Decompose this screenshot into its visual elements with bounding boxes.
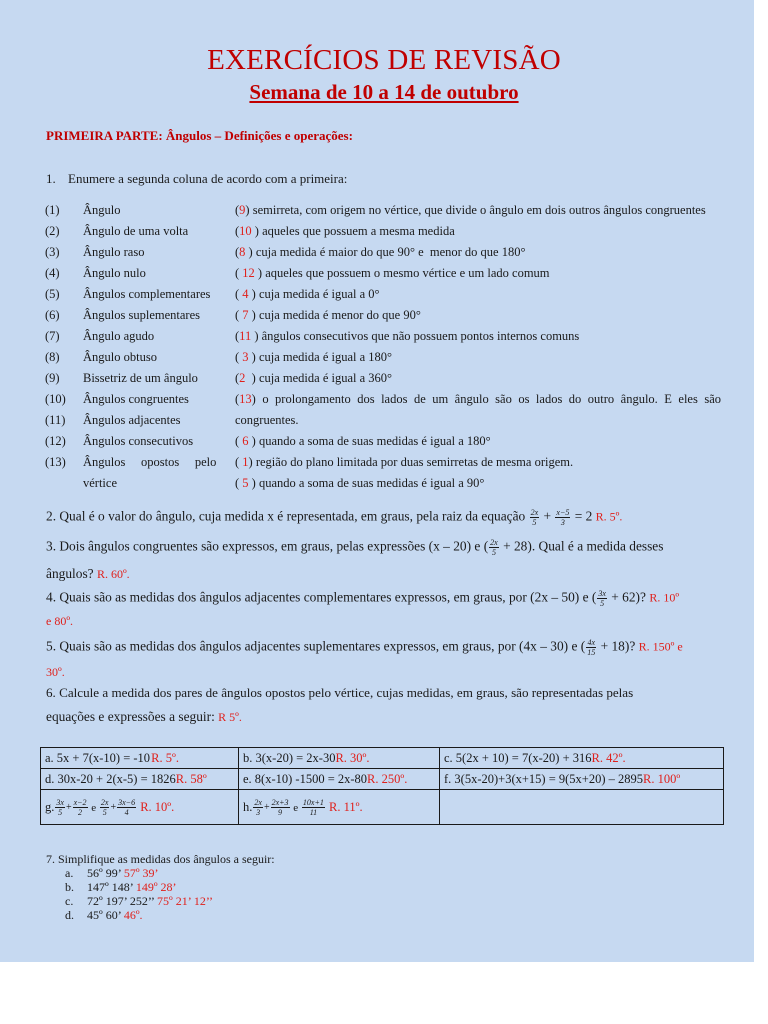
definition-text: congruentes. xyxy=(235,413,299,427)
plus-sign: + xyxy=(540,508,555,524)
conjunction: e xyxy=(88,801,99,814)
fraction xyxy=(100,798,110,817)
definition-text: ) semirreta, com origem no vértice, que divide o ângulo em dois outros ângulos congruentes xyxy=(245,203,706,217)
paren-open: ( xyxy=(235,434,243,448)
question-3-line-2 xyxy=(46,566,130,582)
matching-term: Ângulo xyxy=(83,203,121,217)
definition-text: ) aqueles que possuem a mesma medida xyxy=(251,224,455,238)
matching-number: (2) xyxy=(45,224,60,238)
paren-open: ( xyxy=(235,224,240,238)
equation-label: h. xyxy=(243,800,253,814)
matching-answer: 4 xyxy=(242,287,249,301)
equation-rest: = 2 xyxy=(571,508,596,524)
list-item xyxy=(65,908,325,922)
matching-term: Ângulos adjacentes xyxy=(83,413,181,427)
page-subtitle: Semana de 10 a 14 de outubro xyxy=(249,80,519,104)
equation-cell-e xyxy=(239,769,439,789)
matching-definition xyxy=(235,413,299,428)
fraction-numerator: 10x+1 xyxy=(302,798,324,807)
equation-cell-b xyxy=(239,748,439,768)
matching-number: (5) xyxy=(45,287,60,301)
fraction-denominator: 11 xyxy=(309,808,318,817)
equation-cell-c xyxy=(440,748,724,768)
matching-term: Ângulo raso xyxy=(83,245,145,259)
equation-text: a. 5x + 7(x-10) = -10 xyxy=(45,750,151,765)
matching-answer: 2 xyxy=(239,371,246,385)
angle-measure: 56º 99’ xyxy=(87,866,124,880)
fraction-denominator: 3 xyxy=(256,808,261,817)
equation-label: g. xyxy=(45,800,55,814)
matching-term: vértice xyxy=(83,476,118,490)
paren-open: ( xyxy=(235,371,240,385)
matching-answer: 1 xyxy=(242,455,249,469)
question-2 xyxy=(46,508,622,527)
list-item-letter: b. xyxy=(65,880,74,894)
fraction-denominator: 5 xyxy=(532,518,537,527)
matching-number: (12) xyxy=(45,434,66,448)
matching-term: Bissetriz de um ângulo xyxy=(83,371,198,385)
matching-definition xyxy=(235,476,484,491)
matching-term: Ângulos consecutivos xyxy=(83,434,194,448)
matching-term: Ângulo agudo xyxy=(83,329,155,343)
fraction-denominator: 9 xyxy=(278,808,283,817)
matching-answer: 5 xyxy=(242,476,249,490)
fraction xyxy=(597,589,607,608)
matching-number: (3) xyxy=(45,245,60,259)
definition-text: ) ângulos consecutivos que não possuem pontos internos comuns xyxy=(251,329,580,343)
question-1-number: 1. xyxy=(46,171,56,186)
equation-cell-f xyxy=(440,769,724,789)
matching-number: (1) xyxy=(45,203,60,217)
question-6-line-2 xyxy=(46,709,242,725)
answer: 30º. xyxy=(46,665,65,679)
matching-answer: 10 xyxy=(239,224,252,238)
paren-open: ( xyxy=(235,266,243,280)
matching-number: (11) xyxy=(45,413,66,427)
conjunction: e xyxy=(290,801,301,814)
equation-cell-empty xyxy=(440,790,724,825)
matching-definition xyxy=(235,455,573,470)
fraction xyxy=(55,798,65,817)
matching-number: (7) xyxy=(45,329,60,343)
matching-answer: 13 xyxy=(239,392,252,406)
list-item xyxy=(65,866,325,880)
matching-term: Ângulos opostos pelo xyxy=(83,455,217,469)
fraction xyxy=(302,798,325,817)
matching-term: Ângulo de uma volta xyxy=(83,224,189,238)
definition-text: ) cuja medida é menor do que 90° xyxy=(248,308,421,322)
fraction-denominator: 5 xyxy=(102,808,107,817)
equation-text: d. 30x-20 + 2(x-5) = 1826 xyxy=(45,771,176,786)
fraction-numerator: 2x xyxy=(490,538,498,547)
matching-number: (13) xyxy=(45,455,66,469)
question-6-text-2: equações e expressões a seguir: xyxy=(46,709,219,724)
fraction-denominator: 4 xyxy=(124,808,129,817)
definition-text: ) cuja medida é igual a 360° xyxy=(245,371,393,385)
fraction-numerator: 2x xyxy=(100,798,109,807)
answer: R. 150º e xyxy=(638,639,683,654)
question-5-text-end: + 18)? xyxy=(597,638,639,654)
fraction-numerator: 3x−6 xyxy=(118,798,136,807)
answer: R. 100º xyxy=(643,771,681,786)
definition-text: ) cuja medida é igual a 180° xyxy=(248,350,393,364)
list-item-letter: a. xyxy=(65,866,74,880)
paren-open: ( xyxy=(235,308,243,322)
paren-open: ( xyxy=(235,476,243,490)
list-item xyxy=(65,894,325,908)
definition-text: ) cuja medida é igual a 0° xyxy=(248,287,380,301)
fraction xyxy=(271,798,290,817)
plus-sign: + xyxy=(65,802,72,813)
question-4-text-end: + 62)? xyxy=(607,589,650,605)
fraction xyxy=(73,798,88,817)
fraction-denominator: 2 xyxy=(78,808,83,817)
paren-open: ( xyxy=(235,392,240,406)
list-item xyxy=(65,880,325,894)
matching-definition xyxy=(235,308,421,323)
matching-term: Ângulo nulo xyxy=(83,266,146,280)
fraction xyxy=(489,538,499,557)
question-3-text-end: + 28). Qual é a medida desses xyxy=(499,538,664,554)
matching-definition xyxy=(235,224,455,239)
fraction xyxy=(530,508,540,527)
fraction-numerator: 3x xyxy=(598,589,606,598)
fraction-denominator: 15 xyxy=(587,648,596,657)
matching-definition xyxy=(235,371,392,386)
fraction xyxy=(555,508,570,527)
matching-answer: 3 xyxy=(242,350,249,364)
equations-table xyxy=(40,747,724,825)
matching-term: Ângulos suplementares xyxy=(83,308,200,322)
question-1 xyxy=(46,171,347,187)
answer: R. 42º. xyxy=(591,750,626,765)
angle-measure: 45º 60’ xyxy=(87,908,124,922)
angle-measure: 72º 197’ 252’’ xyxy=(87,894,158,908)
fraction-numerator: x−2 xyxy=(73,798,87,807)
definition-text: ) quando a soma de suas medidas é igual a 90° xyxy=(248,476,485,490)
question-4-text: 4. Quais são as medidas dos ângulos adjacentes complementares expressos, em graus, por (2x – 50) e ( xyxy=(46,589,597,605)
answer: R. 250º. xyxy=(367,771,408,786)
matching-answer: 7 xyxy=(242,308,249,322)
matching-number: (8) xyxy=(45,350,60,364)
paren-open: ( xyxy=(235,203,240,217)
question-3-text: 3. Dois ângulos congruentes são expressos, em graus, pelas expressões (x – 20) e ( xyxy=(46,538,489,554)
question-2-text: 2. Qual é o valor do ângulo, cuja medida x é representada, em graus, pela raiz da equação xyxy=(46,508,529,524)
matching-answer: 11 xyxy=(239,329,252,343)
definition-text: ) região do plano limitada por duas semirretas de mesma origem. xyxy=(248,455,574,469)
answer: R. 10º xyxy=(649,590,680,605)
equation-text: f. 3(5x-20)+3(x+15) = 9(5x+20) – 2895 xyxy=(444,771,643,786)
matching-definition xyxy=(235,203,706,218)
fraction xyxy=(117,798,136,817)
fraction xyxy=(253,798,263,817)
list-item-value xyxy=(87,866,159,881)
matching-term: Ângulos congruentes xyxy=(83,392,189,406)
answer: R. 30º. xyxy=(335,750,370,765)
matching-answer: 8 xyxy=(239,245,246,259)
matching-definition xyxy=(235,350,392,365)
answer: 57º 39’ xyxy=(123,866,159,880)
list-item-letter: d. xyxy=(65,908,74,922)
matching-definition xyxy=(235,287,380,302)
fraction-numerator: 4x xyxy=(587,638,595,647)
question-3 xyxy=(46,538,663,557)
matching-number: (9) xyxy=(45,371,60,385)
paren-open: ( xyxy=(235,287,243,301)
answer: R. 10º. xyxy=(137,800,175,814)
answer: R. 5º. xyxy=(151,750,179,765)
paren-open: ( xyxy=(235,329,240,343)
question-1-text: Enumere a segunda coluna de acordo com a primeira: xyxy=(68,171,348,186)
matching-number: (10) xyxy=(45,392,66,406)
answer: R 5º. xyxy=(218,710,242,724)
question-3-text-2: ângulos? xyxy=(46,566,97,581)
fraction-denominator: 5 xyxy=(600,599,605,608)
fraction-numerator: 3x xyxy=(56,798,64,807)
answer: 149º 28’ xyxy=(135,880,177,894)
question-5-text: 5. Quais são as medidas dos ângulos adjacentes suplementares expressos, em graus, por (4x – 30) e ( xyxy=(46,638,586,654)
definition-text: ) quando a soma de suas medidas é igual a 180° xyxy=(248,434,491,448)
answer: R. 58º xyxy=(175,771,207,786)
matching-term: Ângulo obtuso xyxy=(83,350,157,364)
answer: R. 5º. xyxy=(595,509,623,524)
answer: 75º 21’ 12’’ xyxy=(157,894,213,908)
list-item-value xyxy=(87,908,143,923)
fraction-denominator: 3 xyxy=(560,518,565,527)
question-4 xyxy=(46,589,679,608)
equation-cell-d xyxy=(41,769,238,789)
answer: R. 11º. xyxy=(325,800,363,814)
plus-sign: + xyxy=(110,802,117,813)
matching-number: (4) xyxy=(45,266,60,280)
matching-number: (6) xyxy=(45,308,60,322)
fraction-denominator: 5 xyxy=(491,548,496,557)
angle-measure: 147º 148’ xyxy=(87,880,136,894)
definition-text: ) aqueles que possuem o mesmo vértice e um lado comum xyxy=(254,266,550,280)
equation-text: b. 3(x-20) = 2x-30 xyxy=(243,750,336,765)
answer: R. 60º. xyxy=(96,567,130,581)
paren-open: ( xyxy=(235,245,240,259)
paren-open: ( xyxy=(235,350,243,364)
question-6: 6. Calcule a medida dos pares de ângulos opostos pelo vértice, cujas medidas, em graus, são representadas pelas xyxy=(46,685,634,700)
fraction-numerator: 2x+3 xyxy=(271,798,289,807)
definition-text: ) o prolongamento dos lados de um ângulo são os lados do outro ângulo. E eles são xyxy=(251,392,721,406)
paren-open: ( xyxy=(235,455,243,469)
fraction-numerator: x−5 xyxy=(556,508,570,517)
equation-cell-g xyxy=(41,790,238,825)
equation-cell-a xyxy=(41,748,238,768)
matching-definition xyxy=(235,329,579,344)
matching-term: Ângulos complementares xyxy=(83,287,211,301)
plus-sign: + xyxy=(263,802,270,813)
equation-text: e. 8(x-10) -1500 = 2x-80 xyxy=(243,771,368,786)
fraction-denominator: 5 xyxy=(58,808,63,817)
question-5 xyxy=(46,638,683,657)
matching-definition xyxy=(235,266,550,281)
definition-text: ) cuja medida é maior do que 90° e menor do que 180° xyxy=(245,245,526,259)
page-title: EXERCÍCIOS DE REVISÃO xyxy=(207,44,561,76)
fraction-numerator: 2x xyxy=(530,508,539,517)
matching-definition xyxy=(235,434,491,449)
fraction-numerator: 2x xyxy=(254,798,262,807)
matching-definition xyxy=(235,245,525,260)
list-item-letter: c. xyxy=(65,894,74,908)
list-item-value xyxy=(87,894,213,909)
fraction xyxy=(586,638,596,657)
equation-text: c. 5(2x + 10) = 7(x-20) + 316 xyxy=(444,750,592,765)
section-heading: PRIMEIRA PARTE: Ângulos – Definições e operações: xyxy=(46,128,353,143)
matching-answer: 9 xyxy=(239,203,246,217)
answer: e 80º. xyxy=(46,614,74,628)
list-item-value xyxy=(87,880,177,895)
matching-definition xyxy=(235,392,721,407)
answer: 46º. xyxy=(123,908,143,922)
matching-answer: 6 xyxy=(242,434,249,448)
equation-cell-h xyxy=(239,790,439,825)
question-7-title: 7. Simplifique as medidas dos ângulos a seguir: xyxy=(46,852,275,866)
matching-answer: 12 xyxy=(242,266,255,280)
